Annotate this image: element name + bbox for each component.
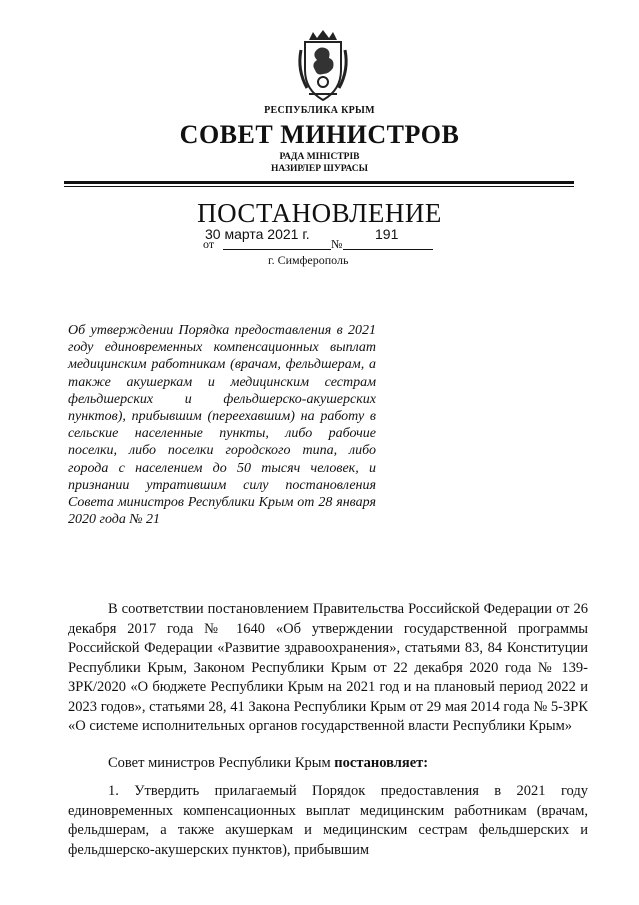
header-divider-thin <box>64 186 574 187</box>
decree-title: Об утверждении Порядка предоставления в 2021 году единовременных компенсационных выплат медицинским работникам (врачам, фельдшерам, а также акушеркам и медицинским сестрам фельдшерских и фельдшерско-акушерских пунктов), прибывшим (переехавшим) на работу в сельские населенные пункты, либо рабочие поселки, либо поселки городского типа, либо города с населением до 50 тысяч человек, и признании утратившим силу постановления Совета министров Республики Крым от 28 января 2020 года № 21 <box>68 323 376 528</box>
crimea-coat-of-arms-icon <box>295 30 351 102</box>
header-divider-thick <box>64 181 574 184</box>
document-type-title: ПОСТАНОВЛЕНИЕ <box>197 198 442 228</box>
council-name-ukrainian: РАДА МІНІСТРІВ <box>279 152 360 162</box>
date-number-row <box>203 237 443 253</box>
council-name-crimean-tatar: НАЗИРЛЕР ШУРАСЫ <box>271 164 368 174</box>
handwritten-date: 30 марта 2021 г. <box>205 226 310 242</box>
date-prefix: от <box>203 237 215 251</box>
city-name: г. Симферополь <box>268 253 349 267</box>
decree-intro: Совет министров Республики Крым <box>108 755 335 771</box>
number-underline <box>343 249 433 250</box>
number-prefix: № <box>331 237 343 251</box>
item-1-paragraph: 1. Утвердить прилагаемый Порядок предоставления в 2021 году единовременных компенсационных выплат медицинским работникам (врачам, фельдшерам, а также акушеркам и медицинским сестрам фельдшерских и фельдшерско-акушерских пунктов), прибывшим <box>68 783 588 858</box>
council-name: СОВЕТ МИНИСТРОВ <box>179 120 460 149</box>
republic-name: РЕСПУБЛИКА КРЫМ <box>264 105 375 116</box>
date-underline <box>223 249 331 250</box>
handwritten-number: 191 <box>375 226 399 242</box>
decree-statement <box>108 755 428 772</box>
decree-verb: постановляет: <box>334 755 429 771</box>
preamble-paragraph: В соответствии постановлением Правительства Российской Федерации от 26 декабря 2017 года № 1640 «Об утверждении государственной программы Российской Федерации «Развитие здравоохранения», статьями 83, 84 Конституции Республики Крым, Законом Республики Крым от 22 декабря 2020 года № 139-ЗРК/2020 «О бюджете Республики Крым на 2021 год и на плановый период 2022 и 2023 годов», статьями 28, 41 Закона Республики Крым от 29 мая 2014 года № 5-ЗРК «О системе исполнительных органов государственной власти Республики Крым» <box>68 601 588 734</box>
